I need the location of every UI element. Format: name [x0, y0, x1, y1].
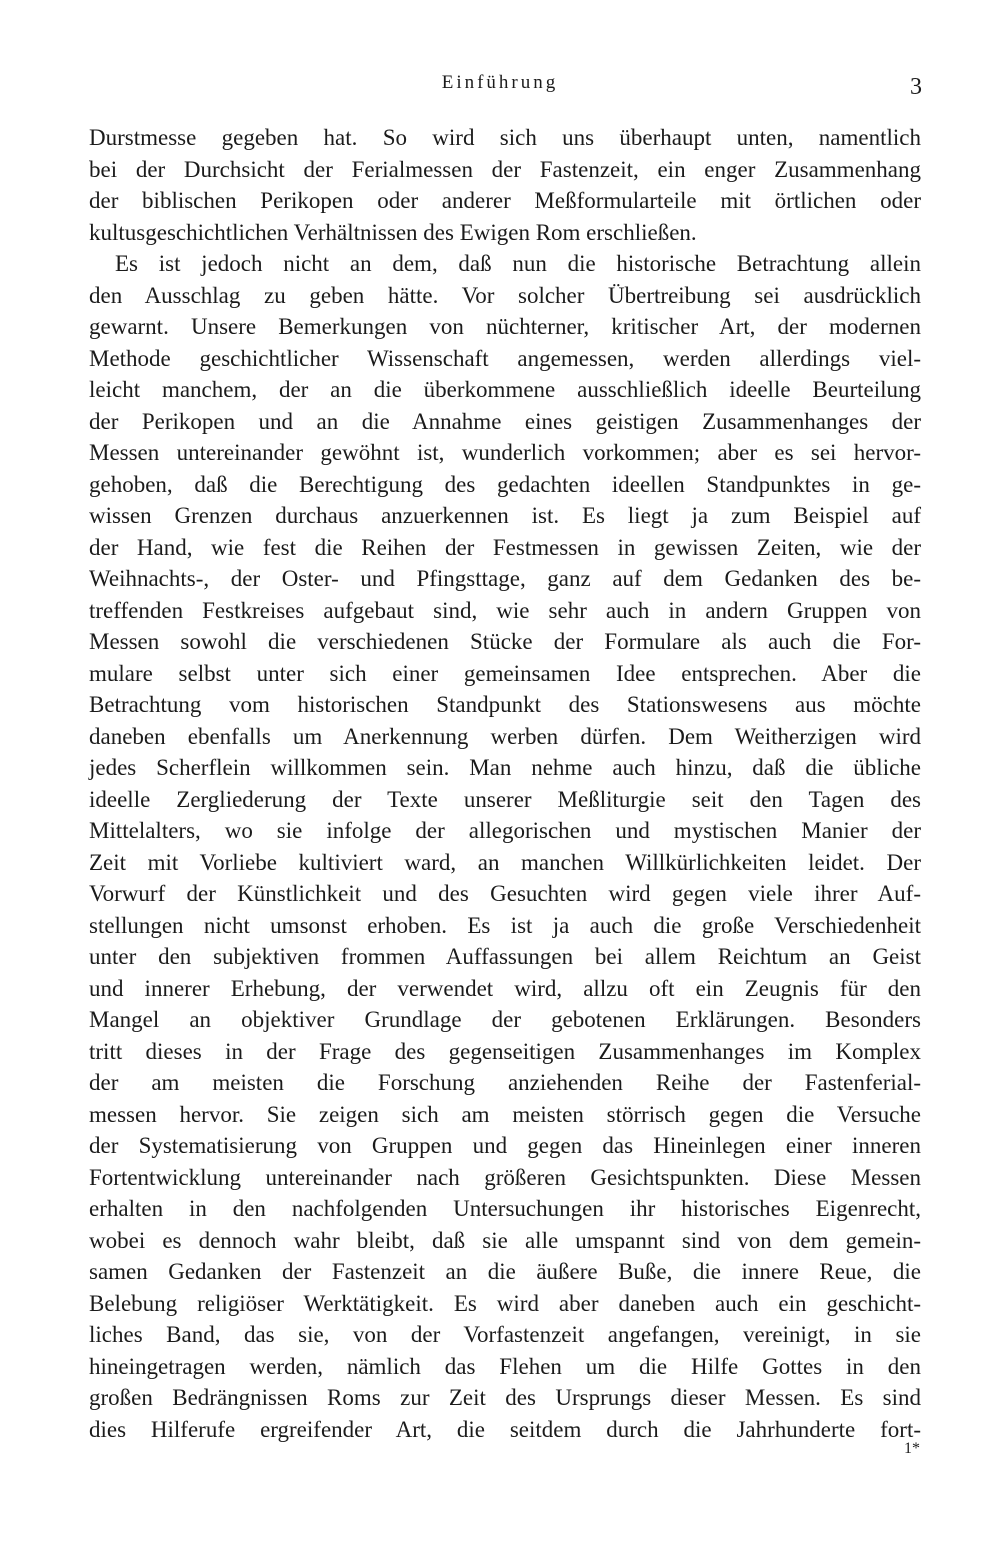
text-line: treffenden Festkreises aufgebaut sind, wie sehr auch in andern Gruppen von — [89, 597, 921, 623]
text-line: leicht manchem, der an die überkommene ausschließlich ideelle Beurteilung — [89, 377, 921, 402]
text-line: der biblischen Perikopen oder anderer Meßformularteile mit örtlichen oder — [89, 188, 921, 213]
text-line: gewarnt. Unsere Bemerkungen von nüchterner, kritischer Art, der modernen — [89, 314, 921, 339]
text-line: Zeit mit Vorliebe kultiviert ward, an manchen Willkürlichkeiten leidet. Der — [89, 849, 921, 875]
text-line: daneben ebenfalls um Anerkennung werben dürfen. Dem Weitherzigen wird — [89, 723, 921, 749]
running-title: Einführung — [441, 72, 559, 93]
text-line: der Perikopen und an die Annahme eines geistigen Zusammenhanges der — [89, 408, 921, 434]
running-head — [0, 72, 1000, 102]
text-line: unter den subjektiven frommen Auffassungen bei allem Reichtum an Geist — [89, 944, 921, 969]
text-line: der Systematisierung von Gruppen und gegen das Hineinlegen einer inneren — [89, 1133, 921, 1158]
text-line: jedes Scherflein willkommen sein. Man nehme auch hinzu, daß die übliche — [89, 755, 921, 780]
text-line: wobei es dennoch wahr bleibt, daß sie alle umspannt sind von dem gemein- — [89, 1227, 921, 1253]
text-line: Methode geschichtlicher Wissenschaft angemessen, werden allerdings viel- — [89, 345, 921, 371]
text-line: hineingetragen werden, nämlich das Flehen um die Hilfe Gottes in den — [89, 1353, 921, 1379]
text-line: mulare selbst unter sich einer gemeinsamen Idee entsprechen. Aber die — [89, 660, 921, 686]
text-line: Messen untereinander gewöhnt ist, wunderlich vorkommen; aber es sei hervor- — [89, 440, 921, 465]
text-line: Durstmesse gegeben hat. So wird sich uns überhaupt unten, namentlich — [89, 125, 921, 150]
text-line: und innerer Erhebung, der verwendet wird, allzu oft ein Zeugnis für den — [89, 975, 921, 1001]
text-line: Betrachtung vom historischen Standpunkt des Stationswesens aus möchte — [89, 692, 921, 717]
text-line: wissen Grenzen durchaus anzuerkennen ist. Es liegt ja zum Beispiel auf — [89, 503, 921, 528]
text-line: bei der Durchsicht der Ferialmessen der Fastenzeit, ein enger Zusammenhang — [89, 156, 921, 182]
text-line: großen Bedrängnissen Roms zur Zeit des Ursprungs dieser Messen. Es sind — [89, 1385, 921, 1410]
text-line: stellungen nicht umsonst erhoben. Es ist ja auch die große Verschiedenheit — [89, 912, 921, 938]
text-line: ideelle Zergliederung der Texte unserer Meßliturgie seit den Tagen des — [89, 786, 921, 812]
text-line: Mittelalters, wo sie infolge der allegorischen und mystischen Manier der — [89, 818, 921, 843]
text-line: messen hervor. Sie zeigen sich am meisten störrisch gegen die Versuche — [89, 1101, 921, 1127]
body-text — [89, 122, 921, 1445]
text-line: Belebung religiöser Werktätigkeit. Es wird aber daneben auch ein geschicht- — [89, 1290, 921, 1316]
text-line: samen Gedanken der Fastenzeit an die äußere Buße, die innere Reue, die — [89, 1259, 921, 1284]
text-line: Messen sowohl die verschiedenen Stücke der Formulare als auch die For- — [89, 629, 921, 654]
text-line: der am meisten die Forschung anziehenden Reihe der Fastenferial- — [89, 1070, 921, 1095]
text-line: Es ist jedoch nicht an dem, daß nun die historische Betrachtung allein — [115, 251, 921, 276]
text-line: kultusgeschichtlichen Verhältnissen des Ewigen Rom erschließen. — [89, 219, 697, 245]
text-line: erhalten in den nachfolgenden Untersuchungen ihr historisches Eigenrecht, — [89, 1196, 921, 1221]
page-number: 3 — [910, 74, 922, 100]
text-line: der Hand, wie fest die Reihen der Festmessen in gewissen Zeiten, wie der — [89, 534, 921, 560]
text-line: Fortentwicklung untereinander nach größeren Gesichtspunkten. Diese Messen — [89, 1164, 921, 1190]
text-line: Weihnachts-, der Oster- und Pfingsttage, ganz auf dem Gedanken des be- — [89, 566, 921, 591]
signature-mark: 1* — [904, 1440, 920, 1457]
text-line: Vorwurf der Künstlichkeit und des Gesuchten wird gegen viele ihrer Auf- — [89, 881, 921, 906]
text-line: dies Hilferufe ergreifender Art, die seitdem durch die Jahrhunderte fort- — [89, 1416, 921, 1442]
text-line: Mangel an objektiver Grundlage der gebotenen Erklärungen. Besonders — [89, 1007, 921, 1032]
text-line: den Ausschlag zu geben hätte. Vor solcher Übertreibung sei ausdrücklich — [89, 282, 921, 308]
text-line: gehoben, daß die Berechtigung des gedachten ideellen Standpunktes in ge- — [89, 471, 921, 497]
text-line: tritt dieses in der Frage des gegenseitigen Zusammenhanges im Komplex — [89, 1038, 921, 1064]
text-line: liches Band, das sie, von der Vorfastenzeit angefangen, vereinigt, in sie — [89, 1322, 921, 1347]
